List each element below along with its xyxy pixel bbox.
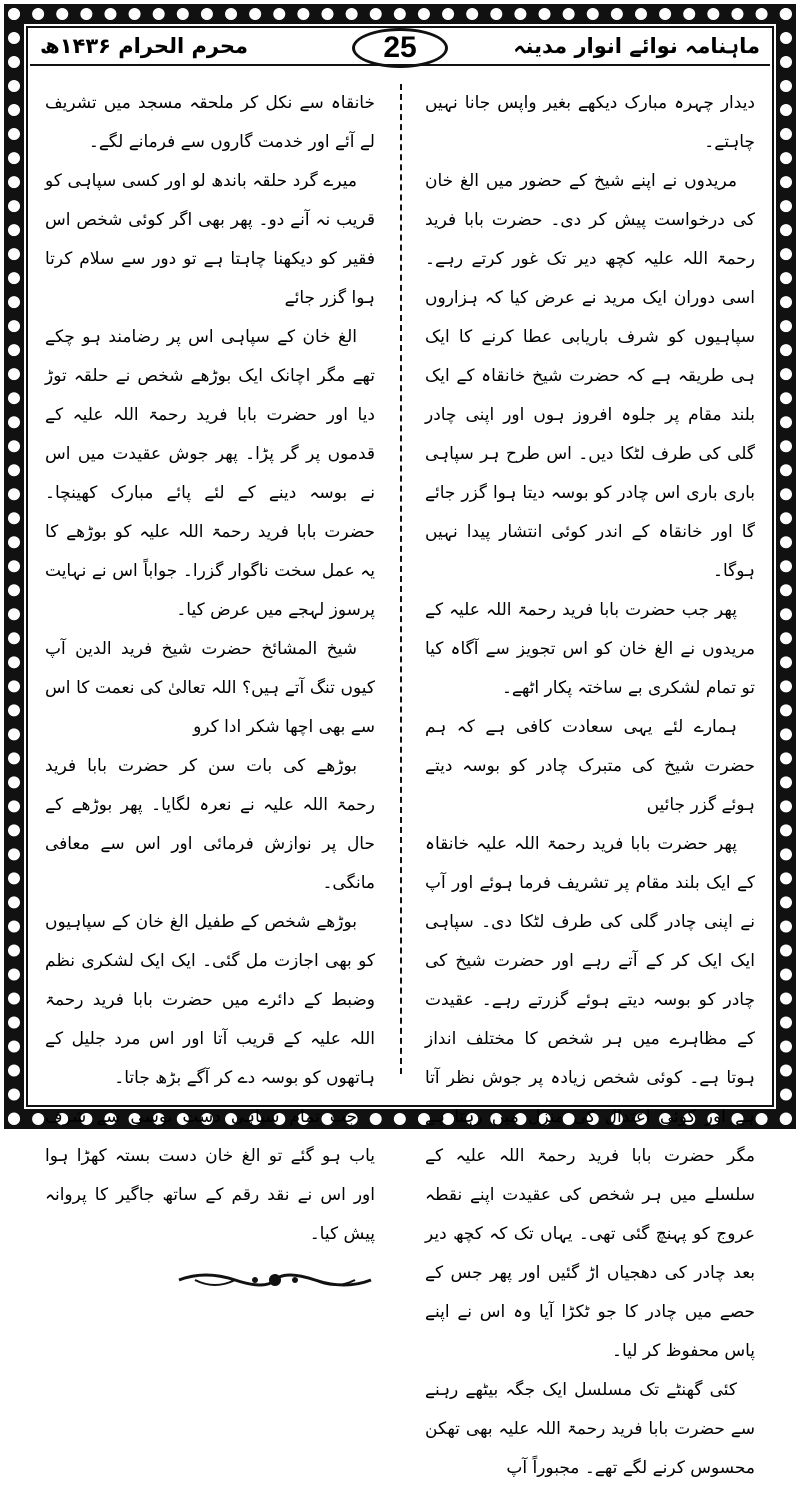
page-header [30,28,770,68]
page-number-badge: 25 [352,28,448,68]
quote-paragraph: ہمارے لئے یہی سعادت کافی ہے کہ ہم حضرت شیخ کی متبرک چادر کو بوسہ دیتے ہوئے گزر جائیں [425,717,755,815]
right-column [425,84,755,1478]
paragraph: جب تمام سپاہی دست بوسی سے شرف یاب ہو گئے تو الغ خان دست بستہ کھڑا ہوا اور اس نے نقد رقم کے ساتھ جاگیر کا پروانہ پیش کیا۔ [45,1107,375,1244]
paragraph: دیدار چہرہ مبارک دیکھے بغیر واپس جانا نہیں چاہتے۔ [425,93,755,152]
paragraph: کئی گھنٹے تک مسلسل ایک جگہ بیٹھے رہنے سے حضرت بابا فرید رحمۃ اللہ علیہ بھی تھکن محسوس کرنے لگے تھے۔ مجبوراً آپ [425,1380,755,1478]
paragraph: مریدوں نے اپنے شیخ کے حضور میں الغ خان کی درخواست پیش کر دی۔ حضرت بابا فرید رحمۃ اللہ علیہ کچھ دیر تک غور کرتے رہے۔ اسی دوران ایک مرید نے عرض کیا کہ ہزاروں سپاہیوں کو شرف باریابی عطا کرنے کا ایک ہی طریقہ ہے کہ حضرت شیخ خانقاہ کے ایک بلند مقام پر جلوہ افروز ہوں اور اپنی چادر گلی کی طرف لٹکا دیں۔ اس طرح ہر سپاہی باری باری اس چادر کو بوسہ دیتا ہوا گزر جائے گا اور خانقاہ کے اندر کوئی انتشار پیدا نہیں ہوگا۔ [425,171,755,581]
end-ornament [45,1268,375,1296]
column-divider [400,84,402,1074]
paragraph: پھر جب حضرت بابا فرید رحمۃ اللہ علیہ کے مریدوں نے الغ خان کو اس تجویز سے آگاہ کیا تو تمام لشکری بے ساختہ پکار اٹھے۔ [425,600,755,698]
paragraph: الغ خان کے سپاہی اس پر رضامند ہو چکے تھے مگر اچانک ایک بوڑھے شخص نے حلقہ توڑ دیا اور حضرت بابا فرید رحمۃ اللہ علیہ کے قدموں پر گر پڑا۔ پھر جوش عقیدت میں اس نے بوسہ دینے کے لئے پائے مبارک کھینچا۔ حضرت بابا فرید رحمۃ اللہ علیہ کو بوڑھے کا یہ عمل سخت ناگوار گزرا۔ جواباً اس نے نہایت پرسوز لہجے میں عرض کیا۔ [45,327,375,620]
left-column [45,84,375,1244]
paragraph: پھر حضرت بابا فرید رحمۃ اللہ علیہ خانقاہ کے ایک بلند مقام پر تشریف فرما ہوئے اور آپ نے اپنی چادر گلی کی طرف لٹکا دی۔ سپاہی ایک ایک کر کے آتے رہے اور حضرت شیخ کی چادر کو بوسہ دیتے ہوئے گزرتے رہے۔ عقیدت کے مظاہرے میں ہر شخص کا مختلف انداز ہوتا ہے۔ کوئی شخص زیادہ پر جوش نظر آتا ہے اور کوئی اعتدال کی منزل میں رہتا ہے مگر حضرت بابا فرید رحمۃ اللہ علیہ کے سلسلے میں ہر شخص کی عقیدت اپنے نقطہ عروج کو پہنچ گئی تھی۔ یہاں تک کہ کچھ دیر بعد چادر کی دھجیاں اڑ گئیں اور پھر جس کے حصے میں چادر کا جو ٹکڑا آیا وہ اس نے اپنے پاس محفوظ کر لیا۔ [425,834,755,1361]
paragraph: بوڑھے شخص کے طفیل الغ خان کے سپاہیوں کو بھی اجازت مل گئی۔ ایک ایک لشکری نظم وضبط کے دائرے میں حضرت بابا فرید رحمۃ اللہ علیہ کے قریب آتا اور اس مرد جلیل کے ہاتھوں کو بوسہ دے کر آگے بڑھ جاتا۔ [45,912,375,1088]
paragraph: بوڑھے کی بات سن کر حضرت بابا فرید رحمۃ اللہ علیہ نے نعرہ لگایا۔ پھر بوڑھے کے حال پر نوازش فرمائی اور اس سے معافی مانگی۔ [45,756,375,893]
quote-paragraph: شیخ المشائخ حضرت شیخ فرید الدین آپ کیوں تنگ آتے ہیں؟ اللہ تعالیٰ کی نعمت کا اس سے بھی اچھا شکر ادا کرو [45,639,375,737]
quote-paragraph: میرے گرد حلقہ باندھ لو اور کسی سپاہی کو قریب نہ آنے دو۔ پھر بھی اگر کوئی شخص اس فقیر کو دیکھنا چاہتا ہے تو دور سے سلام کرتا ہوا گزر جائے [45,171,375,308]
issue-date: محرم الحرام ۱۴۳۶ھ [40,34,249,58]
header-rule [30,64,770,66]
paragraph: خانقاہ سے نکل کر ملحقہ مسجد میں تشریف لے آئے اور خدمت گاروں سے فرمانے لگے۔ [45,93,375,152]
magazine-title: ماہنامہ نوائے انوار مدینہ [513,34,760,58]
